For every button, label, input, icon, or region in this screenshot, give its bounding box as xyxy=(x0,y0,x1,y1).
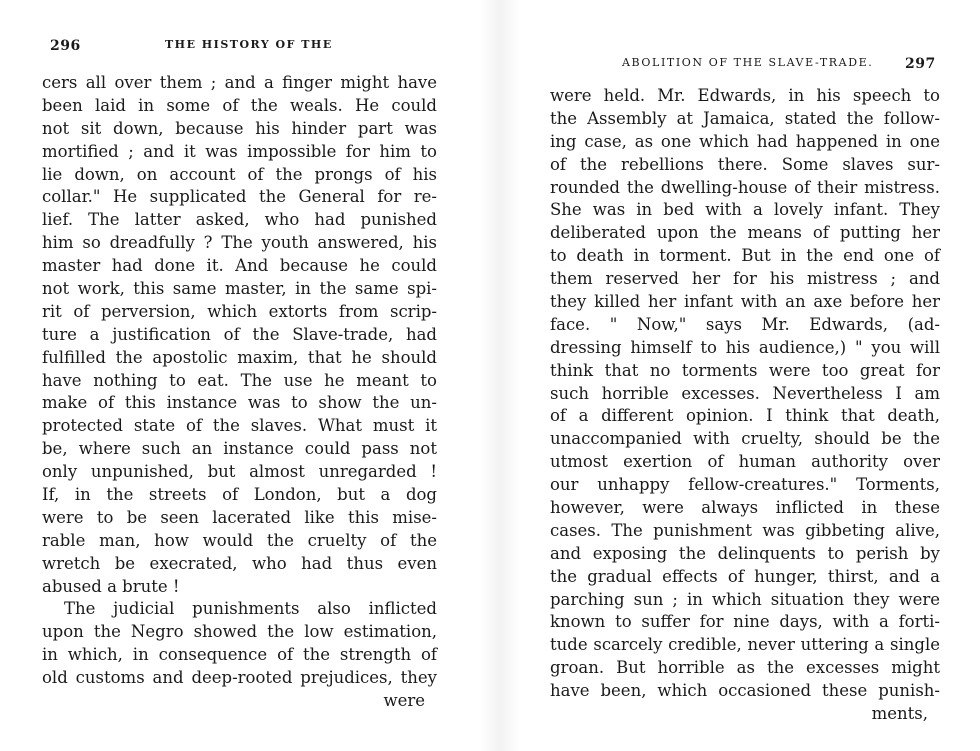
text-line: in which, in consequence of the strength of xyxy=(42,645,437,665)
text-line: were to be seen lacerated like this mise- xyxy=(42,507,437,527)
text-line: collar." He supplicated the General for re- xyxy=(42,187,437,207)
text-line: only unpunished, but almost unregarded ! xyxy=(42,462,437,482)
text-line: The judicial punishments also inflicted xyxy=(64,599,437,619)
text-line: be, where such an instance could pass not xyxy=(42,439,437,459)
text-line: make of this instance was to show the un- xyxy=(42,393,437,413)
text-line: of the rebellions there. Some slaves sur- xyxy=(550,154,940,174)
text-line: been laid in some of the weals. He could xyxy=(42,95,437,115)
text-line: were held. Mr. Edwards, in his speech to xyxy=(550,86,940,105)
text-line: not work, this same master, in the same spi- xyxy=(42,279,437,299)
text-line: master had done it. And because he could xyxy=(42,256,437,276)
text-line: utmost exertion of human authority over xyxy=(550,452,940,472)
text-line: cers all over them ; and a finger might have xyxy=(42,73,437,92)
text-line: parching sun ; in which situation they were xyxy=(550,589,940,609)
text-line: groan. But horrible as the excesses might xyxy=(550,658,940,678)
text-line: have been, which occasioned these punish- xyxy=(550,681,940,701)
text-line: lie down, on account of the prongs of his xyxy=(42,164,437,184)
text-line: She was in bed with a lovely infant. They xyxy=(550,200,940,220)
text-line: cases. The punishment was gibbeting alive, xyxy=(550,520,940,540)
text-line: think that no torments were too great for xyxy=(550,360,940,380)
text-line: upon the Negro showed the low estimation, xyxy=(42,622,437,642)
page-body-text xyxy=(42,72,437,713)
text-line: deliberated upon the means of putting her xyxy=(550,223,940,243)
text-line: have nothing to eat. The use he meant to xyxy=(42,370,437,390)
text-line: them reserved her for his mistress ; and xyxy=(550,269,940,289)
text-line: lief. The latter asked, who had punished xyxy=(42,210,437,230)
text-line: unaccompanied with cruelty, should be the xyxy=(550,429,940,449)
text-line: him so dreadfully ? The youth answered, his xyxy=(42,233,437,253)
text-line: rit of perversion, which extorts from scrip- xyxy=(42,301,437,321)
text-line: dressing himself to his audience,) " you will xyxy=(550,337,940,357)
text-line: rable man, how would the cruelty of the xyxy=(42,530,437,550)
text-line: the gradual effects of hunger, thirst, and a xyxy=(550,566,940,586)
text-line: not sit down, because his hinder part was xyxy=(42,118,437,138)
page-body-text xyxy=(550,85,940,726)
text-line: to death in torment. But in the end one of xyxy=(550,246,940,266)
catchword: were xyxy=(383,691,425,711)
text-line: ing case, as one which had happened in one xyxy=(550,131,940,151)
text-line: and exposing the delinquents to perish by xyxy=(550,543,940,563)
text-line: abused a brute ! xyxy=(42,576,180,596)
text-line: the Assembly at Jamaica, stated the follow- xyxy=(550,108,940,128)
text-line: our unhappy fellow-creatures." Torments, xyxy=(550,475,940,495)
text-line: fulfilled the apostolic maxim, that he should xyxy=(42,347,437,367)
text-line: such horrible excesses. Nevertheless I am xyxy=(550,383,940,403)
catchword: ments, xyxy=(871,704,928,724)
right-page xyxy=(490,0,980,751)
text-line: face. " Now," says Mr. Edwards, (ad- xyxy=(550,314,940,334)
text-line: they killed her infant with an axe before her xyxy=(550,292,940,312)
text-line: If, in the streets of London, but a dog xyxy=(42,485,437,505)
text-line: wretch be execrated, who had thus even xyxy=(42,553,437,573)
text-line: mortified ; and it was impossible for him to xyxy=(42,141,437,161)
text-line: protected state of the slaves. What must it xyxy=(42,416,437,436)
page-number: 297 xyxy=(905,56,936,72)
running-head: ABOLITION OF THE SLAVE-TRADE. xyxy=(622,56,874,69)
text-line: old customs and deep-rooted prejudices, they xyxy=(42,668,437,688)
text-line: rounded the dwelling-house of their mistress. xyxy=(550,177,940,197)
text-line: of a different opinion. I think that death, xyxy=(550,406,940,426)
text-line: however, were always inflicted in these xyxy=(550,498,940,518)
running-head: THE HISTORY OF THE xyxy=(165,38,333,51)
text-line: ture a justification of the Slave-trade, had xyxy=(42,324,437,344)
page-number: 296 xyxy=(50,38,81,54)
text-line: known to suffer for nine days, with a forti- xyxy=(550,612,940,632)
text-line: tude scarcely credible, never uttering a single xyxy=(550,635,940,655)
